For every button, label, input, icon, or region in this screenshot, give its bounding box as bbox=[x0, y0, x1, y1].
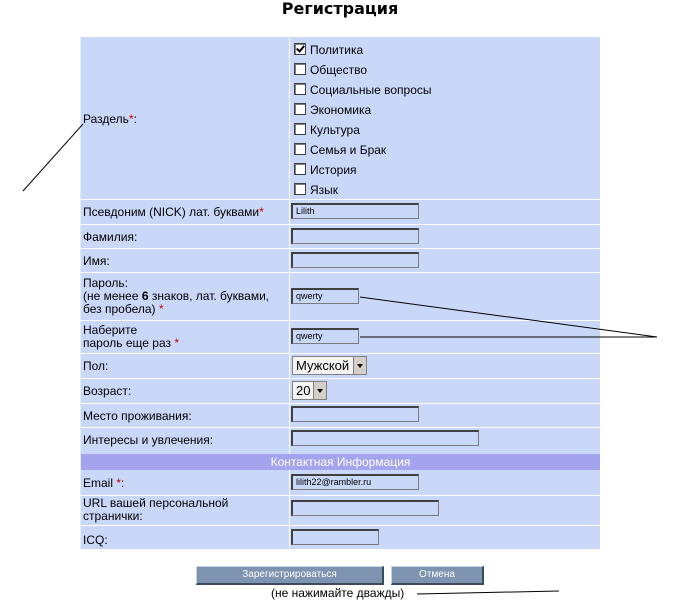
password-input[interactable]: qwerty bbox=[291, 288, 359, 304]
checkbox-history[interactable]: История bbox=[294, 162, 357, 178]
url-label: URL вашей персональной странички: bbox=[83, 496, 229, 523]
nick-input[interactable]: Lilith bbox=[291, 203, 419, 219]
checkbox-family[interactable]: Семья и Брак bbox=[294, 142, 386, 158]
annotation-line-password bbox=[360, 297, 657, 337]
password-label: Пароль: (не менее 6 знаков, лат. буквами, без пробела) * bbox=[83, 276, 270, 316]
residence-label: Место проживания: bbox=[83, 409, 192, 423]
age-label: Возраст: bbox=[83, 384, 132, 398]
cancel-button[interactable]: Отмена bbox=[391, 566, 484, 585]
checkbox-language[interactable]: Язык bbox=[294, 182, 338, 198]
checkbox-politics[interactable]: Политика bbox=[294, 42, 363, 58]
gender-label: Пол: bbox=[83, 359, 109, 373]
annotation-line-note bbox=[417, 591, 559, 594]
page-title: Регистрация bbox=[281, 0, 399, 18]
checkbox-culture[interactable]: Культура bbox=[294, 122, 360, 138]
checkbox-economics[interactable]: Экономика bbox=[294, 102, 371, 118]
email-label: Email *: bbox=[83, 476, 125, 490]
email-input[interactable]: lilith22@rambler.ru bbox=[291, 474, 419, 490]
interests-label: Интересы и увлечения: bbox=[83, 433, 214, 447]
name-label: Имя: bbox=[83, 254, 110, 268]
age-select[interactable]: 20 bbox=[292, 381, 327, 400]
password-repeat-label: Наберите пароль еще раз * bbox=[83, 323, 179, 350]
contact-section-header: Контактная Информация bbox=[81, 454, 600, 470]
section-label: Раздель*: bbox=[83, 112, 137, 126]
submit-note: (не нажимайте дважды) bbox=[271, 586, 405, 600]
checkbox-society[interactable]: Общество bbox=[294, 62, 367, 78]
checkbox-social-issues[interactable]: Социальные вопросы bbox=[294, 82, 432, 98]
password-repeat-input[interactable]: qwerty bbox=[291, 328, 359, 344]
surname-label: Фамилия: bbox=[83, 230, 138, 244]
icq-label: ICQ: bbox=[83, 533, 108, 547]
gender-select[interactable]: Мужской bbox=[292, 356, 367, 375]
register-button[interactable]: Зарегистрироваться bbox=[196, 566, 384, 585]
annotation-line-section bbox=[23, 124, 83, 191]
nick-label: Псевдоним (NICK) лат. буквами* bbox=[83, 205, 264, 219]
